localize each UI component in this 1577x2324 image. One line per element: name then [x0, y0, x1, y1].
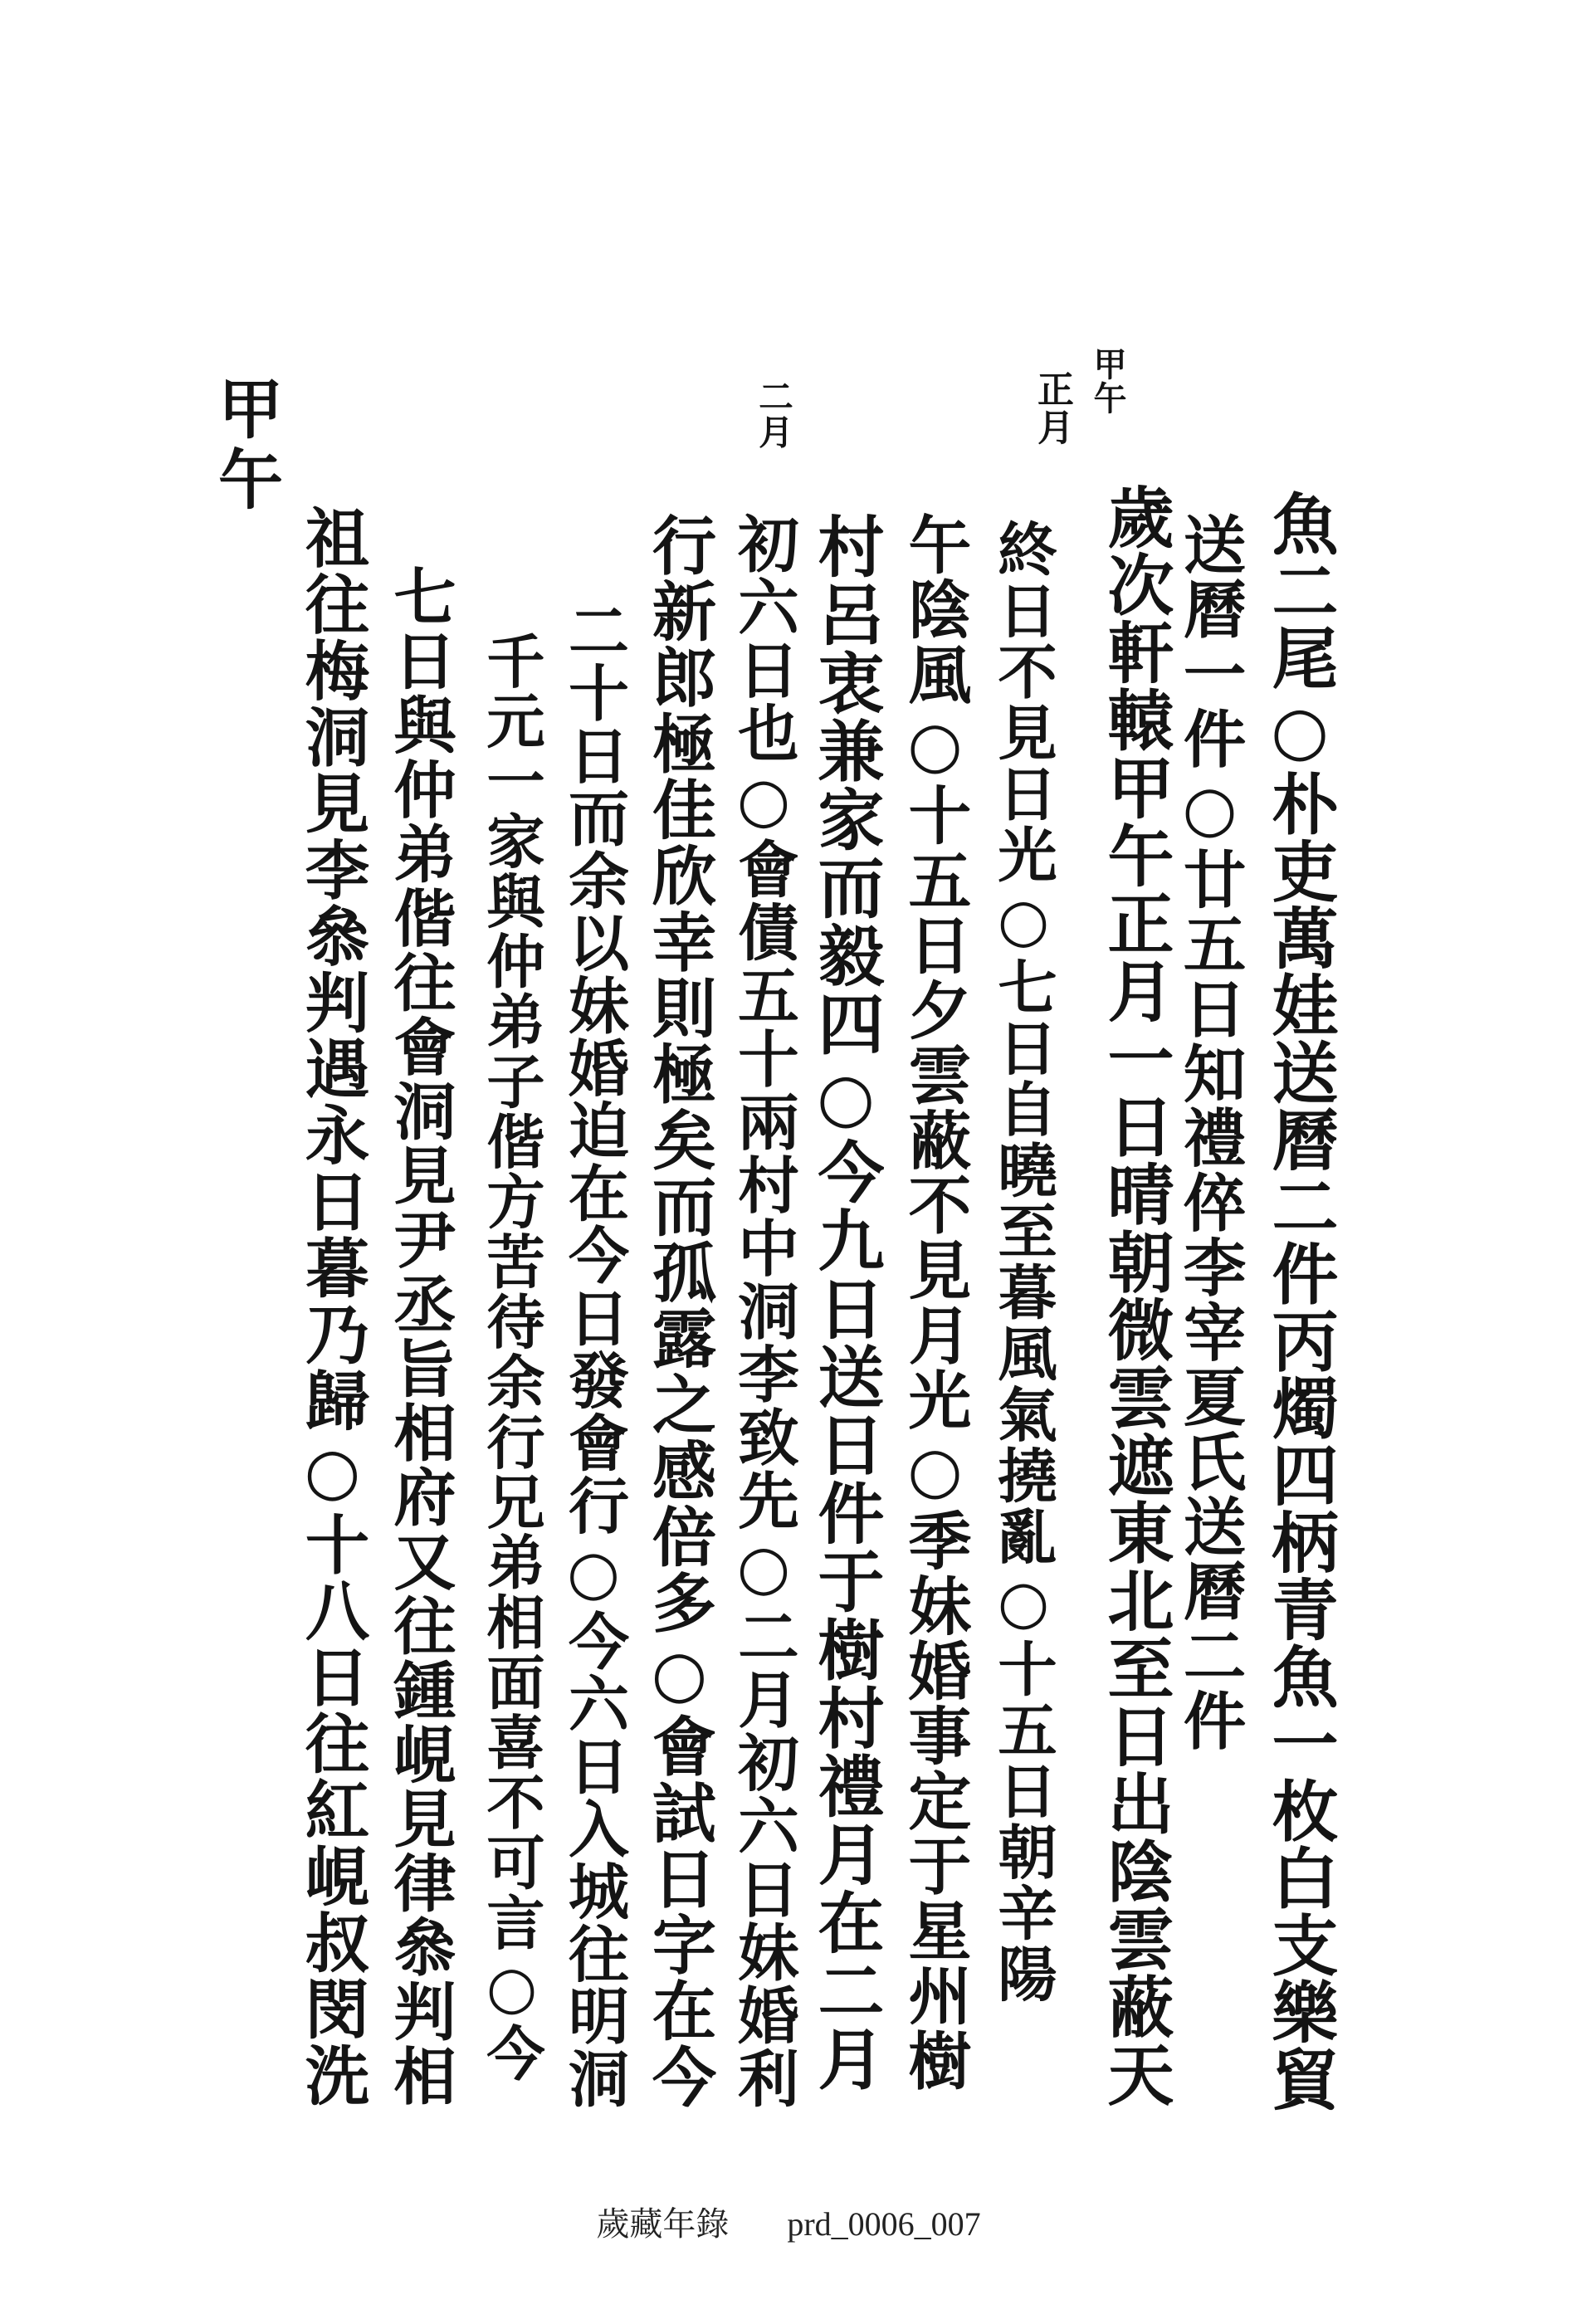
column-text: 魚二尾○朴吏萬娃送曆二件丙燭四柄青魚一枚白支樂貿 — [1261, 490, 1339, 2112]
margin-note-text: 甲午 — [208, 375, 283, 516]
text-column-12 — [292, 505, 372, 2108]
text-column-6 — [806, 512, 886, 2093]
text-column-7 — [724, 512, 803, 2110]
text-column-3 — [1096, 483, 1175, 2108]
margin-note-month-first — [1023, 370, 1081, 447]
text-column-10 — [471, 631, 551, 2083]
text-column-11 — [380, 564, 460, 2108]
column-text: 千元一家與仲弟子偕方苦待余行兄弟相面喜不可言○今 — [477, 631, 546, 2083]
margin-note-text: 二月 — [753, 378, 793, 450]
column-text: 午陰風○十五日夕雲蔽不見月光○季妹婚事定于星州樹 — [898, 512, 972, 2093]
column-text: 行新郎極佳欣幸則極矣而孤露之感倍多○會試日字在今 — [642, 512, 717, 2110]
margin-note-year-top-right — [1082, 347, 1132, 415]
column-text: 送曆一件○廿五日知禮倅李宰夏氏送曆二件 — [1173, 512, 1247, 1753]
column-text: 七日與仲弟偕往會洞見尹丞旨相府又往鍾峴見律叅判相 — [383, 564, 457, 2108]
text-column-4 — [984, 519, 1063, 2004]
column-text: 祖往梅洞見李叅判遇永日暮乃歸○十八日往紅峴叔閔洗 — [295, 505, 370, 2108]
column-text: 歲次軒轅甲午正月一日晴朝微雲遮東北至日出陰雲蔽天 — [1096, 483, 1174, 2108]
margin-note-month-second — [744, 378, 802, 450]
text-column-2 — [1169, 512, 1249, 1753]
text-column-5 — [895, 512, 974, 2093]
text-column-1 — [1260, 490, 1340, 2112]
margin-note-year-left — [205, 375, 285, 516]
column-text: 終日不見日光○七日自曉至暮風氣撓亂○十五日朝辛陽 — [989, 519, 1058, 2004]
caption-title: 歲藏年錄 — [596, 2205, 730, 2243]
margin-note-text: 甲午 — [1088, 347, 1127, 415]
column-text: 初六日也○會債五十兩村中洞李致先○二月初六日妹婚利 — [728, 512, 799, 2110]
column-text: 村呂衷兼家而毅四○今九日送日件于樹村禮月在二月 — [807, 512, 885, 2093]
margin-note-text: 正月 — [1031, 370, 1073, 447]
column-text: 二十日而余以妹婚迫在今日發會行○今六日入城往明洞 — [558, 599, 629, 2110]
page-caption — [0, 2198, 1577, 2245]
text-column-8 — [639, 512, 719, 2110]
text-column-9 — [554, 599, 633, 2110]
caption-id: prd_0006_007 — [787, 2205, 981, 2243]
